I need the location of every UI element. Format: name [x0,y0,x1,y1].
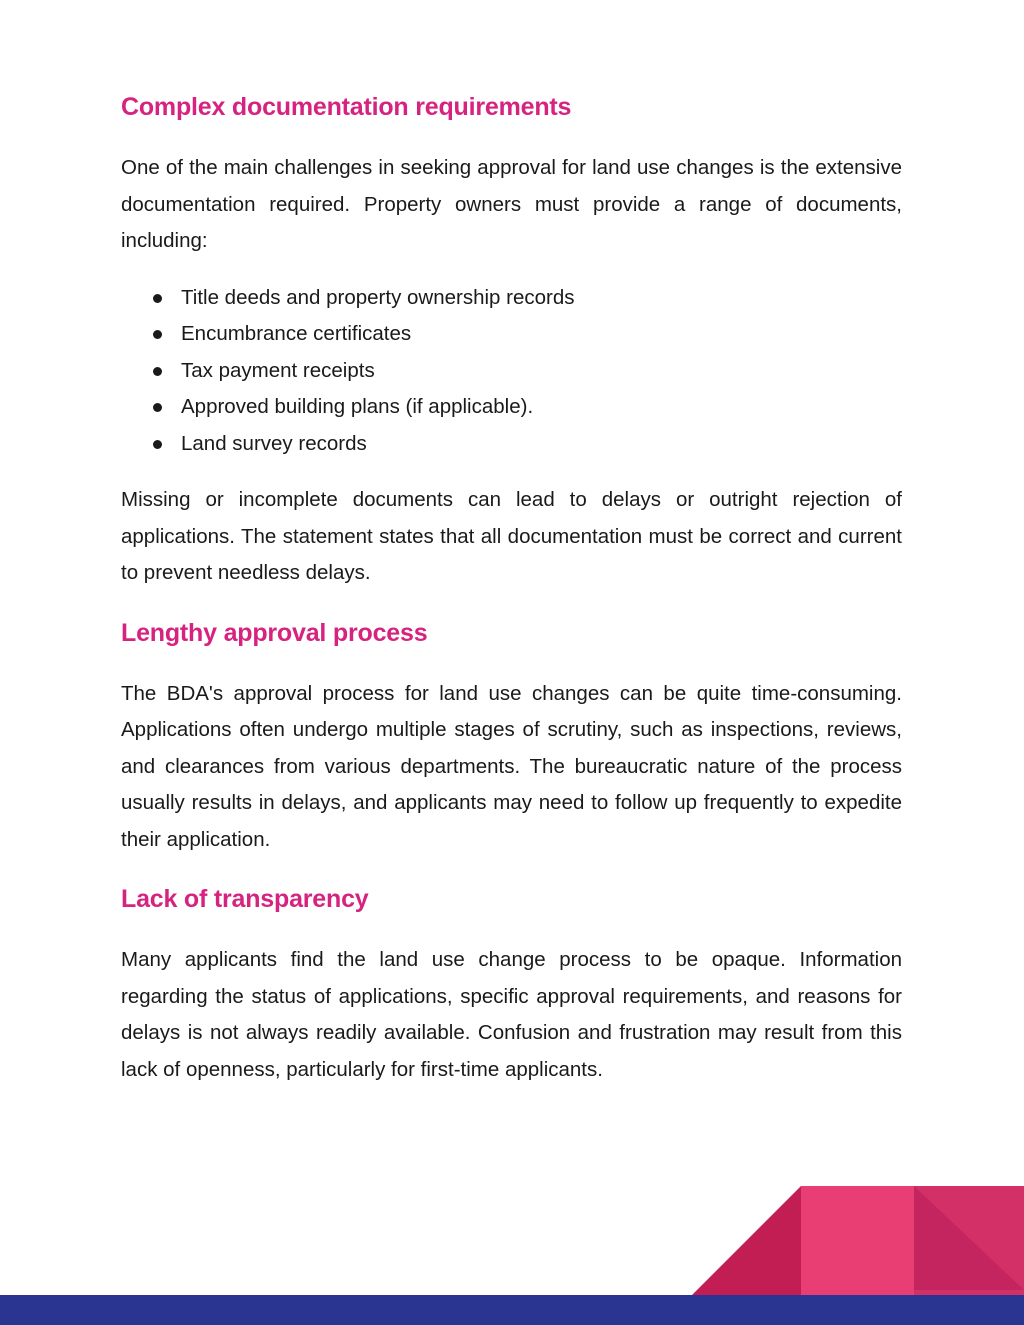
paragraph-documentation-outro: Missing or incomplete documents can lead to delays or outright rejection of applications. The statement states that all documentation must be correct and current to prevent needless delays. [121,488,902,584]
paragraph-transparency: Many applicants find the land use change process to be opaque. Information regarding the status of applications, specific approval requirements, and reasons for delays is not always readily available. Confusion and frustration may result from this lack of openness, particularly for first-time applicants. [121,948,902,1081]
list-item: Title deeds and property ownership records [121,280,902,317]
list-item: Encumbrance certificates [121,316,902,353]
required-documents-list [121,280,902,463]
footer-triangle-dark [692,1186,801,1295]
list-item: Tax payment receipts [121,353,902,390]
footer-decoration [0,1180,1024,1325]
paragraph-approval-process: The BDA's approval process for land use changes can be quite time-consuming. Applications often undergo multiple stages of scrutiny, such as inspections, reviews, and clearances from various departments. The bureaucratic nature of the process usually results in delays, and applicants may need to follow up frequently to expedite their application. [121,681,902,851]
list-item: Land survey records [121,426,902,463]
paragraph-documentation-intro: One of the main challenges in seeking approval for land use changes is the extensive documentation required. Property owners must provide a range of documents, including: [121,156,902,252]
section-heading-transparency: Lack of transparency [121,885,369,913]
section-heading-documentation: Complex documentation requirements [121,93,572,121]
footer-band [0,1295,1024,1325]
list-item: Approved building plans (if applicable). [121,389,902,426]
document-body [121,88,902,1088]
section-heading-approval-process: Lengthy approval process [121,618,428,647]
footer-block-main [801,1186,914,1295]
